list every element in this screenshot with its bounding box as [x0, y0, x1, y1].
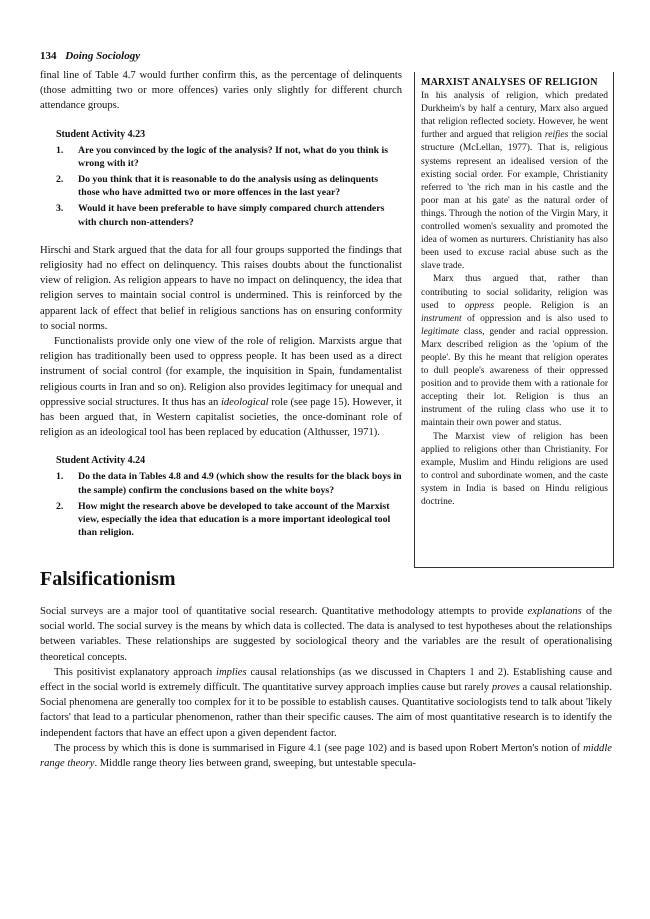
text-run: of the social world. The social survey is the means by which data is collected. The data is analysed to test hypotheses about the relationships between variables. These relationships are suggested by sociological theory and the variables are the result of operationalising theoretical concepts.: [40, 606, 612, 663]
text-run: the social structure (McLellan, 1977). That is, religious systems represent an idealised version of the existing social order. For example, Christianity referred to 'the rich man in his castle and the poor man at his gate' as the natural order of things. Through the notion of the Virgin Mary, it controlled women's sexuality and promoted the idea of women as nurturers. Christianity has also been used to excuse racial abuse such as the slave trade.: [421, 130, 608, 272]
text-run: of oppression and is also used to: [461, 313, 608, 324]
running-head: [40, 50, 140, 62]
text-run: In his analysis of religion, which predated Durkheim's by half a century, Marx also argued that religion reflected society. However, he went further and argued that religion: [421, 91, 608, 141]
question-text: How might the research above be developed to take account of the Marxist view, especially the idea that education is a more important ideological tool than religion.: [78, 500, 391, 539]
activity-heading: Student Activity 4.24: [56, 455, 146, 467]
question-number: 1.: [56, 144, 64, 156]
book-title: Doing Sociology: [65, 50, 141, 62]
emphasis-legitimate: legitimate: [421, 326, 459, 337]
text-run: role (see page 15). However, it has been argued that, in Western capitalist societies, the once-dominant role of religion as an ideological tool has been replaced by education (Althusser, 1971).: [40, 396, 402, 439]
sidebar-paragraph: The Marxist view of religion has been applied to religions other than Christianity. For example, Muslim and Hindu religions are used to control and subordinate women, and the caste system in India is based on Hindu religious doctrine.: [421, 431, 608, 507]
sidebar-paragraph: [421, 273, 608, 430]
paragraph-hirschi-stark: Hirschi and Stark argued that the data for all four groups supported the findings that religiosity had no effect on delinquency. This raises doubts about the functionalist view of religion. As religion appears to have no impact on delinquency, the idea that religion serves to maintain social control is undermined. This is reinforced by the apparent lack of effect that belief in religious sanctions has on ensuring conformity to social norms.: [40, 244, 402, 332]
question-number: 2.: [56, 500, 64, 512]
activity-question: [56, 202, 402, 228]
section-heading-falsificationism: Falsificationism: [40, 568, 176, 590]
emphasis-explanations: explanations: [527, 606, 582, 617]
paragraph-continuation: final line of Table 4.7 would further confirm this, as the percentage of delinquents (those admitting two or more offences) varies only slightly for different church attendance groups.: [40, 70, 402, 112]
text-run: The process by which this is done is summarised in Figure 4.1 (see page 102) and is based upon Robert Merton's notion of: [54, 742, 584, 754]
activity-question: [56, 144, 402, 170]
text-run: people. Religion is an: [494, 300, 608, 311]
section-paragraph: [40, 604, 612, 665]
activity-question: [56, 500, 402, 540]
student-activity-4-23: [56, 128, 402, 229]
text-run: Social surveys are a major tool of quantitative social research. Quantitative methodology attempts to provide: [40, 606, 528, 617]
question-text: Do you think that it is reasonable to do the analysis using as delinquents those who have admitted two or more offences in the last year?: [78, 174, 379, 199]
question-number: 2.: [56, 174, 64, 186]
section-paragraph: [40, 741, 612, 771]
sidebar-heading: MARXIST ANALYSES OF RELIGION: [421, 77, 598, 88]
page-number: 134: [40, 50, 57, 62]
question-text: Are you convinced by the logic of the analysis? If not, what do you think is wrong with it?: [78, 144, 389, 169]
emphasis-middle-range-theory: middle range theory: [40, 742, 612, 770]
emphasis-reifies: reifies: [544, 130, 569, 141]
section-body: [40, 604, 612, 771]
text-run: Functionalists provide only one view of the role of religion. Marxists argue that religion has traditionally been used to oppress people. It has been used as a direct instrument of social control (for example, the inquisition in Spain, fundamentalist religious courts in Iran and so on). Religion also provides legitimacy for unequal and oppressive social structures. It thus has an: [40, 336, 402, 408]
sidebar-paragraph: [421, 90, 608, 273]
emphasis-instrument: instrument: [421, 313, 462, 324]
activity-question-list: [56, 144, 402, 229]
left-column: [40, 68, 402, 553]
text-run: This positivist explanatory approach: [54, 666, 216, 678]
text-run: a causal relationship. Social phenomena are generally too complex for it to be possible to establish causes. Quantitative sociologists tend to talk about 'likely factors' that lead to a particular phenomenon, rather than their specific causes. The aim of most quantitative research is to identify the independent factors that have an effect upon a given dependent factor.: [40, 682, 612, 739]
question-text: Would it have been preferable to have simply compared church attenders with church non-attenders?: [78, 203, 385, 228]
activity-heading: Student Activity 4.23: [56, 128, 146, 140]
question-text: Do the data in Tables 4.8 and 4.9 (which show the results for the black boys in the sample) confirm the conclusions based on the white boys?: [78, 471, 402, 496]
paragraph-functionalists: [40, 334, 402, 440]
emphasis-proves: proves: [491, 682, 520, 694]
text-run: class, gender and racial oppression. Marx described religion as the 'opium of the people'. By this he meant that religion operates to dull people's awareness of their oppressed position and to provide them with a rationale for accepting their lot. Religion is thus an instrument of the ruling class who use it to maintain their own power and status.: [421, 326, 608, 429]
activity-question: [56, 173, 402, 199]
emphasis-implies: implies: [216, 666, 247, 678]
text-run: causal relationships (as we discussed in Chapters 1 and 2). Establishing cause and effect in the social world is extremely difficult. The quantitative survey approach implies cause but rarely: [40, 666, 612, 694]
activity-question: [56, 470, 402, 496]
student-activity-4-24: [56, 454, 402, 539]
section-paragraph: [40, 665, 612, 741]
text-run: Marx thus argued that, rather than contributing to social solidarity, religion was used to: [421, 274, 608, 311]
emphasis-ideological: ideological: [220, 396, 269, 408]
text-run: . Middle range theory lies between grand, sweeping, but untestable specula-: [94, 758, 416, 770]
question-number: 1.: [56, 471, 64, 483]
activity-question-list: [56, 470, 402, 539]
emphasis-oppress: oppress: [464, 300, 495, 311]
question-number: 3.: [56, 203, 64, 215]
sidebar-box-marxist-analyses: [414, 72, 614, 568]
